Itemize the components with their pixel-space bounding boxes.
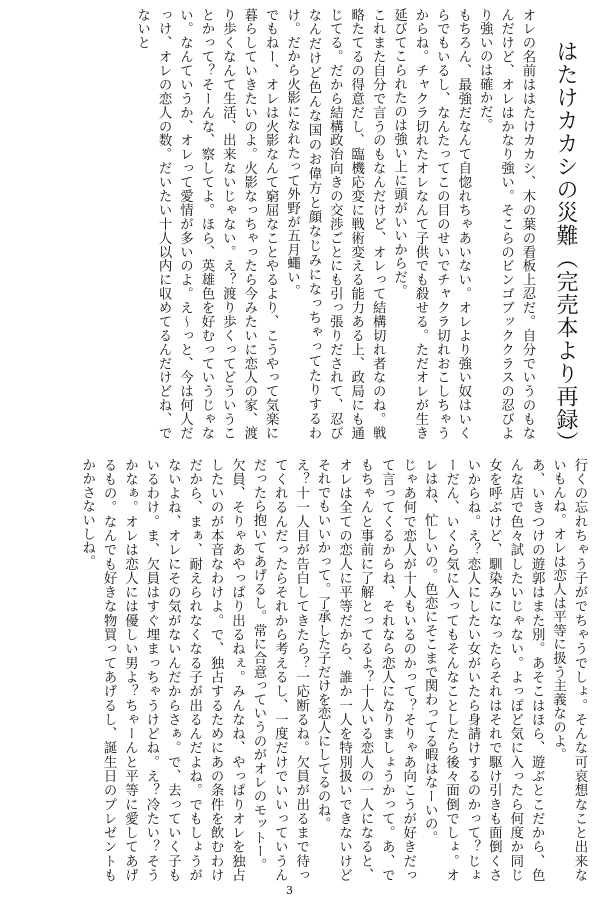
text-block-bottom: 行くの忘れちゃう子がでちゃうでしょ。そんな可哀想なこと出来ないもんね。オレは恋人は平等に扱う主義なのよ。 あ、いきつけの遊郭はまた別。あそこはほら、遊ぶとこだから、色んな店で色々試したいじゃない。よっぽど気に入ったら何度か同じ女を呼ぶけど、馴染みになったらそれはそれで駆け引きも面倒くさいからね。え？恋人にしたい女がいたら身請けするのかって？じょーだん、いくら気に入ってもそんなことしたら後々面倒でしょ。オレはね、忙しいの。色恋にそこまで関わってる暇はなーいの。 じゃあ何で恋人が十人もいるのかって？そりゃあ向こうが好きだって言ってくるからね、それなら恋人になりましょうかって。あ、でもちゃんと事前に了解とってるよ？十人いる恋人の一人になると、オレは全ての恋人に平等だから、誰か一人を特別扱いできないけどそれでもいいかって。了承した子だけを恋人にしてるのね。 え？十一人目が告白してきたら？一応断るね。欠員が出るまで待ってくれるんだったらそれから考えるし、一度だけでいいっていうんだったら抱いてあげるし。常に合意っていうのがオレのモットー。 欠員、そりゃあやっぱり出るねぇ。みんなね、やっぱりオレを独占したいのが本音なわけよ。で、独占するためにあの条件を飲むわけだから、まぁ、耐えられなくなる子が出るんだよね。でもしょうがないよね、オレにその気がないんだからさぁ。で、去っていく子もいるわけ。ま、欠員はすぐ埋まっちゃうけどね。え？冷たい？そうかなぁ。オレは恋人には優しい男よ？ちゃーんと平等に愛してあげるもの。なんでも好きな物買ってあげるし、誕生日のプレゼントもかかさないしね。 [79, 458, 587, 882]
page-number: 3 [286, 884, 293, 897]
story-title: はたけカカシの災難（完売本より再録） [553, 40, 578, 454]
text-block-top: オレの名前ははたけカカシ、木の葉の看板上忍だ。自分でいうのもなんだけど、オレはかなり強い。そこらのビンゴブッククラスの忍びより強いのは確かだ。 もちろん、最強だなんて自惚れちゃあいない。オレより強い奴はいくらでもいるし、なんたってこの目のせいでチャクラ切れおこしちゃうからね。チャクラ切れたオレなんて子供でも殺せる。ただオレが生き延びてこられたのは強い上に頭がいいからだ。 これまた自分で言うのもなんだけど、オレって結構切れ者なのね。戦略たてるの得意だし、臨機応変に戦術変える能力ある上、政局にも通じてる。だから結構政治向きの交渉ごとにも引っ張りだされて、忍びなんだけど色んな国のお偉方と顔なじみになっちゃってたりするわけ。だから火影になれたって外野が五月蠅い。 でもねー、オレは火影なんて窮屈なことやるより、こうやって気楽に暮らしていきたいのよ。火影なっちゃったら今みたいに恋人の家、渡り歩くなんて生活、出来ないじゃない。え？渡り歩くってどういうことかって？そーんな、察してよ。ほら、英雄色を好むっていうじゃない。なんていうか、オレって愛情が多いのよ。え〜っと、今は何人だっけ、オレの恋人の数。だいたい十人以内に収めてるんだけどね、でないと [134, 8, 535, 440]
